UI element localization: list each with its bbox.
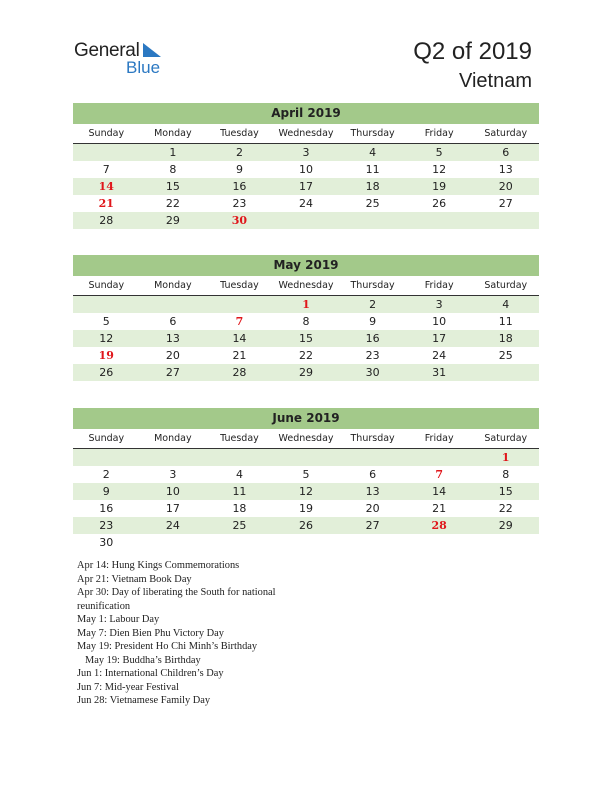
calendar-day: 4 (502, 298, 510, 311)
logo-triangle-icon (142, 43, 162, 59)
calendar-day (140, 534, 207, 551)
week-row (73, 161, 539, 178)
calendar-day: 26 (299, 519, 314, 532)
calendar-day: 3 (302, 146, 310, 159)
calendar-day: 7 (102, 163, 110, 176)
calendar-day: 4 (235, 468, 243, 481)
week-row (73, 330, 539, 347)
calendar-day: 15 (165, 180, 180, 193)
calendar-day: 17 (432, 332, 447, 345)
calendar-day: 30 (365, 366, 380, 379)
calendar-day: 19 (299, 502, 314, 515)
calendar-day: 10 (299, 163, 314, 176)
calendar-day (206, 449, 273, 466)
calendar-day: 17 (299, 180, 314, 193)
weekday-label: Friday (424, 280, 454, 291)
weekday-label: Sunday (88, 280, 125, 291)
calendar-day: 16 (365, 332, 380, 345)
calendar-day: 2 (102, 468, 110, 481)
logo (74, 40, 174, 80)
calendar-day: 9 (235, 163, 243, 176)
calendar-day: 21 (432, 502, 447, 515)
holiday-note: May 1: Labour Day (77, 614, 160, 625)
weekday-label: Sunday (88, 433, 125, 444)
holiday-note: May 7: Dien Bien Phu Victory Day (77, 627, 224, 639)
weekday-label: Thursday (350, 433, 395, 444)
holiday-date: 7 (235, 315, 244, 328)
week-row (73, 296, 539, 313)
calendar-day: 15 (299, 332, 314, 345)
calendar-day (206, 296, 273, 313)
calendar-day: 3 (435, 298, 443, 311)
calendar-day (73, 296, 140, 313)
calendar-day: 14 (432, 485, 447, 498)
weekday-label: Monday (154, 128, 192, 139)
weekday-label: Tuesday (220, 433, 259, 444)
weekday-label: Tuesday (220, 280, 259, 291)
calendar-day: 25 (498, 349, 513, 362)
calendar-day: 11 (232, 485, 247, 498)
logo-word-blue: Blue (126, 58, 161, 77)
calendar-day: 20 (498, 180, 513, 193)
calendar-day (472, 534, 539, 551)
week-row (73, 364, 539, 381)
calendar-day (73, 144, 140, 161)
calendar-day: 22 (299, 349, 314, 362)
calendar-day: 17 (165, 502, 180, 515)
calendar-day: 29 (299, 366, 314, 379)
country-name: Vietnam (458, 70, 532, 92)
calendar-day: 29 (165, 214, 180, 227)
calendar-day: 1 (169, 146, 177, 159)
week-row (73, 483, 539, 500)
week-row (73, 212, 539, 229)
calendar-day: 24 (432, 349, 447, 362)
calendar-day: 11 (365, 163, 380, 176)
calendar-day: 16 (232, 180, 247, 193)
calendar-day: 24 (165, 519, 180, 532)
calendar-day: 18 (365, 180, 380, 193)
calendar-day: 6 (502, 146, 510, 159)
week-row (73, 449, 539, 466)
calendar-day: 6 (369, 468, 377, 481)
calendar-day (406, 449, 473, 466)
calendar-day: 5 (435, 146, 443, 159)
calendar-day: 28 (232, 366, 247, 379)
calendar-day: 14 (232, 332, 247, 345)
calendar-day: 27 (165, 366, 180, 379)
calendar-day (339, 534, 406, 551)
holiday-notes (77, 559, 337, 708)
weekday-label: Friday (424, 433, 454, 444)
month-title: June 2019 (73, 408, 539, 429)
calendar-day (339, 449, 406, 466)
weekday-header-row (73, 429, 539, 449)
weekday-label: Sunday (88, 128, 125, 139)
week-row (73, 517, 539, 534)
month-title: May 2019 (73, 255, 539, 276)
calendar-day: 13 (165, 332, 180, 345)
calendar-day: 23 (99, 519, 114, 532)
holiday-note: May 19: President Ho Chi Minh’s Birthday (77, 641, 258, 652)
month-april (73, 103, 539, 229)
holiday-date: 7 (435, 468, 443, 481)
logo-word-general: General (74, 40, 140, 61)
week-row (73, 466, 539, 483)
weekday-header-row (73, 276, 539, 296)
calendar-day (73, 449, 140, 466)
holiday-note: Jun 7: Mid-year Festival (77, 681, 179, 693)
calendar-day: 28 (99, 214, 114, 227)
calendar-day: 18 (498, 332, 513, 345)
week-row (73, 313, 539, 330)
calendar-day (140, 296, 207, 313)
calendar-day: 15 (498, 485, 513, 498)
calendar-day (339, 212, 406, 229)
weekday-label: Wednesday (278, 128, 334, 139)
holiday-note: Jun 28: Vietnamese Family Day (77, 695, 211, 706)
holiday-note: reunification (77, 600, 131, 612)
week-row (73, 534, 539, 551)
calendar-day (472, 364, 539, 381)
calendar-day: 27 (365, 519, 380, 532)
calendar-day: 10 (432, 315, 447, 328)
calendar-day: 27 (498, 197, 513, 210)
calendar-day: 20 (365, 502, 380, 515)
weekday-label: Tuesday (220, 128, 259, 139)
week-row (73, 347, 539, 364)
weekday-label: Saturday (484, 433, 528, 444)
calendar-day: 31 (432, 366, 447, 379)
calendar-day: 9 (102, 485, 110, 498)
calendar-day: 10 (165, 485, 180, 498)
calendar-day: 3 (169, 468, 177, 481)
weekday-label: Friday (424, 128, 454, 139)
weekday-label: Thursday (350, 128, 395, 139)
holiday-date: 19 (98, 349, 114, 362)
month-june (73, 408, 539, 551)
calendar-day: 2 (235, 146, 243, 159)
week-row (73, 195, 539, 212)
calendar-day: 22 (498, 502, 513, 515)
calendar-day: 8 (302, 315, 310, 328)
calendar-day: 8 (502, 468, 510, 481)
calendar-day (273, 534, 340, 551)
calendar-day: 5 (102, 315, 110, 328)
holiday-note: May 19: Buddha’s Birthday (85, 654, 201, 666)
calendar-day: 26 (432, 197, 447, 210)
calendar-day (406, 212, 473, 229)
calendar-day: 30 (99, 536, 114, 549)
weekday-label: Thursday (350, 280, 395, 291)
weekday-label: Monday (154, 433, 192, 444)
holiday-date: 1 (501, 451, 510, 464)
calendar-day: 22 (165, 197, 180, 210)
calendar-day: 25 (365, 197, 380, 210)
calendar-day: 13 (365, 485, 380, 498)
holiday-date: 28 (431, 519, 447, 532)
calendar-day: 26 (99, 366, 114, 379)
weekday-label: Saturday (484, 128, 528, 139)
month-may (73, 255, 539, 381)
holiday-note: Apr 30: Day of liberating the South for national (77, 587, 276, 598)
calendar-day: 2 (369, 298, 377, 311)
weekday-header-row (73, 124, 539, 144)
calendar-day (406, 534, 473, 551)
holiday-date: 1 (302, 298, 310, 311)
calendar-day: 12 (99, 332, 114, 345)
holiday-note: Apr 14: Hung Kings Commemorations (77, 560, 240, 571)
calendar-day: 12 (432, 163, 447, 176)
weekday-label: Wednesday (278, 280, 334, 291)
calendar-day: 9 (369, 315, 377, 328)
holiday-date: 21 (98, 197, 114, 210)
holiday-note: Apr 21: Vietnam Book Day (77, 573, 192, 585)
weekday-label: Monday (154, 280, 192, 291)
month-title: April 2019 (73, 103, 539, 124)
calendar-day: 24 (299, 197, 314, 210)
calendar-day: 23 (232, 197, 247, 210)
week-row (73, 178, 539, 195)
page-title: Q2 of 2019 (413, 38, 532, 65)
calendar-day: 5 (302, 468, 310, 481)
calendar-day: 18 (232, 502, 247, 515)
calendar-day: 29 (498, 519, 513, 532)
calendar-day: 16 (99, 502, 114, 515)
weekday-label: Saturday (484, 280, 528, 291)
holiday-date: 14 (98, 180, 114, 193)
calendar-day: 25 (232, 519, 247, 532)
calendar-day: 13 (498, 163, 513, 176)
calendar-day (140, 449, 207, 466)
calendar-day (206, 534, 273, 551)
calendar-day (273, 449, 340, 466)
calendar-day: 12 (299, 485, 314, 498)
calendar-day (273, 212, 340, 229)
holiday-date: 30 (231, 214, 248, 227)
calendar-day (472, 212, 539, 229)
calendar-day: 8 (169, 163, 177, 176)
week-row (73, 144, 539, 161)
calendar-day: 20 (165, 349, 180, 362)
calendar-day: 21 (232, 349, 247, 362)
weekday-label: Wednesday (278, 433, 334, 444)
calendar-day: 19 (432, 180, 447, 193)
week-row (73, 500, 539, 517)
calendar-day: 4 (369, 146, 377, 159)
calendar-day: 23 (365, 349, 380, 362)
calendar-day: 6 (169, 315, 177, 328)
holiday-note: Jun 1: International Children’s Day (77, 668, 224, 679)
calendar-day: 11 (498, 315, 513, 328)
